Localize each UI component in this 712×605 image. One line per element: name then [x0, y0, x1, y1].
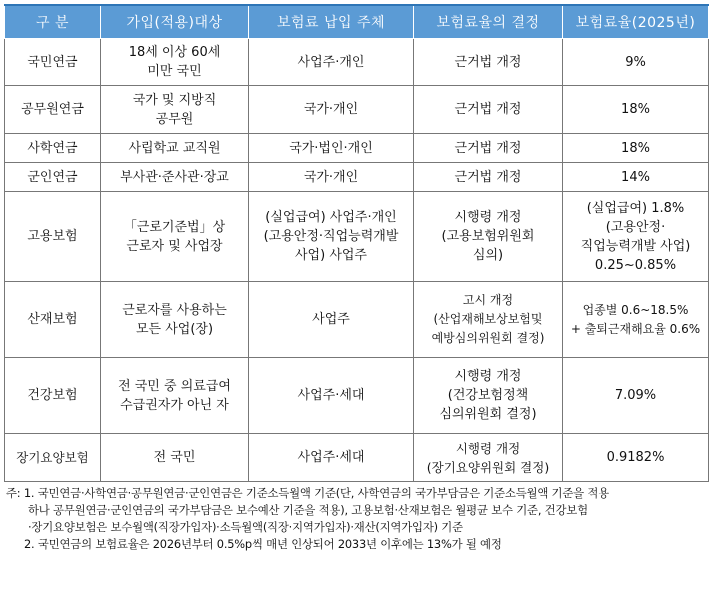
row-rate: 14% [563, 163, 709, 192]
row-rate: 9% [563, 39, 709, 86]
row-payer: 국가·개인 [249, 86, 414, 134]
row-category: 장기요양보험 [5, 434, 101, 482]
header-target: 가입(적용)대상 [101, 5, 249, 39]
table-row [5, 434, 709, 482]
row-payer: 사업주 [249, 282, 414, 358]
header-decision: 보험료율의 결정 [414, 5, 563, 39]
row-rate: 18% [563, 86, 709, 134]
row-category: 국민연금 [5, 39, 101, 86]
table-row [5, 282, 709, 358]
row-target: 사립학교 교직원 [101, 134, 249, 163]
row-category: 군인연금 [5, 163, 101, 192]
row-rate: (실업급여) 1.8% (고용안정· 직업능력개발 사업) 0.25~0.85% [563, 192, 709, 282]
row-decision: 고시 개정 (산업재해보상보험및 예방심의위원회 결정) [414, 282, 563, 358]
table-row [5, 39, 709, 86]
row-category: 고용보험 [5, 192, 101, 282]
footnote-1-cont: 하나 공무원연금·군인연금의 국가부담금은 보수예산 기준을 적용), 고용보험·산재보험은 월평균 보수 기준, 건강보험 [28, 503, 588, 517]
row-payer: 사업주·개인 [249, 39, 414, 86]
insurance-rate-table-section [4, 4, 708, 553]
header-category: 구 분 [5, 5, 101, 39]
row-category: 산재보험 [5, 282, 101, 358]
row-payer: 국가·법인·개인 [249, 134, 414, 163]
footnote-2: 2. 국민연금의 보험료율은 2026년부터 0.5%p씩 매년 인상되어 2033년 이후에는 13%가 될 예정 [24, 537, 502, 551]
table-row [5, 192, 709, 282]
row-category: 공무원연금 [5, 86, 101, 134]
row-decision: 근거법 개정 [414, 163, 563, 192]
row-payer: 사업주·세대 [249, 434, 414, 482]
row-payer: 사업주·세대 [249, 358, 414, 434]
footnote-1: 주: 1. 국민연금·사학연금·공무원연금·군인연금은 기준소득월액 기준(단, 사학연금의 국가부담금은 기준소득월액 기준을 적용 [6, 486, 609, 500]
row-target: 18세 이상 60세 미만 국민 [101, 39, 249, 86]
row-decision: 근거법 개정 [414, 39, 563, 86]
row-decision: 근거법 개정 [414, 86, 563, 134]
row-payer: (실업급여) 사업주·개인 (고용안정·직업능력개발 사업) 사업주 [249, 192, 414, 282]
table-row [5, 163, 709, 192]
insurance-rate-table [4, 4, 709, 482]
row-target: 전 국민 [101, 434, 249, 482]
row-rate: 업종별 0.6~18.5% + 출퇴근재해요율 0.6% [563, 282, 709, 358]
row-target: 국가 및 지방직 공무원 [101, 86, 249, 134]
row-decision: 시행령 개정 (장기요양위원회 결정) [414, 434, 563, 482]
row-target: 부사관·준사관·장교 [101, 163, 249, 192]
row-target: 전 국민 중 의료급여 수급권자가 아닌 자 [101, 358, 249, 434]
table-header-row [5, 5, 709, 39]
row-category: 건강보험 [5, 358, 101, 434]
row-target: 근로자를 사용하는 모든 사업(장) [101, 282, 249, 358]
row-target: 「근로기준법」상 근로자 및 사업장 [101, 192, 249, 282]
row-rate: 0.9182% [563, 434, 709, 482]
row-rate: 18% [563, 134, 709, 163]
table-row [5, 134, 709, 163]
header-payer: 보험료 납입 주체 [249, 5, 414, 39]
row-decision: 시행령 개정 (고용보험위원회 심의) [414, 192, 563, 282]
row-category: 사학연금 [5, 134, 101, 163]
row-rate: 7.09% [563, 358, 709, 434]
footnote-1-cont: ·장기요양보험은 보수월액(직장가입자)·소득월액(직장·지역가입자)·재산(지역가입자) 기준 [28, 520, 463, 534]
footnotes [4, 485, 708, 553]
row-decision: 시행령 개정 (건강보험정책 심의위원회 결정) [414, 358, 563, 434]
row-decision: 근거법 개정 [414, 134, 563, 163]
header-rate: 보험료율(2025년) [563, 5, 709, 39]
table-row [5, 358, 709, 434]
row-payer: 국가·개인 [249, 163, 414, 192]
table-row [5, 86, 709, 134]
